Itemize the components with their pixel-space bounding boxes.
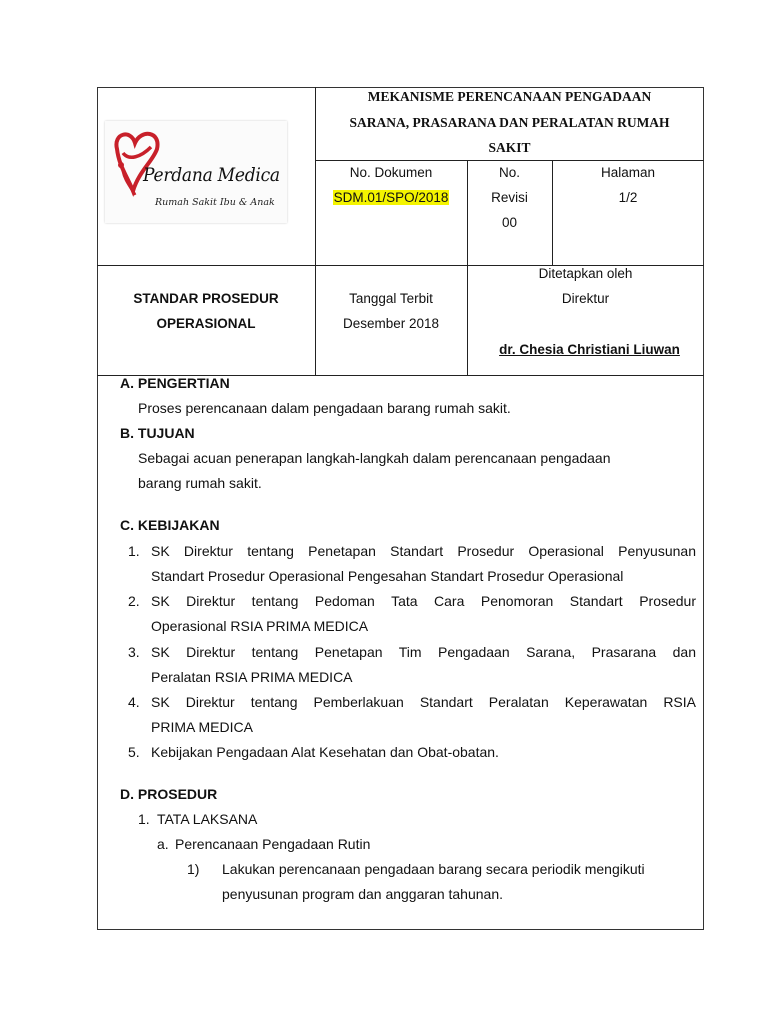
tanggal-terbit-label: Tanggal Terbit bbox=[349, 291, 433, 306]
no-revisi-label: Revisi bbox=[491, 190, 528, 205]
list-item: Operasional RSIA PRIMA MEDICA bbox=[151, 618, 369, 634]
tanggal-terbit-cell bbox=[315, 286, 467, 336]
list-item: SK Direktur tentang Penetapan Tim Pengadaan Sarana, Prasarana dan bbox=[151, 644, 696, 660]
section-b-text: barang rumah sakit. bbox=[138, 475, 262, 491]
logo-subtitle: Rumah Sakit Ibu & Anak bbox=[155, 197, 275, 208]
halaman-cell bbox=[552, 160, 704, 210]
list-number: 2. bbox=[128, 593, 140, 609]
section-b-text: Sebagai acuan penerapan langkah-langkah dalam perencanaan pengadaan bbox=[138, 450, 611, 466]
list-item: SK Direktur tentang Pemberlakuan Standart Peralatan Keperawatan RSIA bbox=[151, 694, 696, 710]
title-line: SARANA, PRASARANA DAN PERALATAN RUMAH bbox=[349, 114, 670, 130]
no-dokumen-cell bbox=[315, 160, 467, 210]
spo-line: STANDAR PROSEDUR bbox=[133, 291, 279, 306]
step-text: Lakukan perencanaan pengadaan barang secara periodik mengikuti bbox=[222, 861, 645, 877]
spo-line: OPERASIONAL bbox=[156, 316, 256, 331]
no-dokumen-value: SDM.01/SPO/2018 bbox=[333, 190, 449, 205]
list-item: SK Direktur tentang Penetapan Standart Prosedur Operasional Penyusunan bbox=[151, 543, 696, 559]
list-item: Standart Prosedur Operasional Pengesahan Standart Prosedur Operasional bbox=[151, 568, 624, 584]
halaman-label: Halaman bbox=[600, 165, 656, 180]
ditetapkan-role: Direktur bbox=[561, 291, 610, 306]
no-dokumen-label: No. Dokumen bbox=[349, 165, 433, 180]
list-number: 4. bbox=[128, 694, 140, 710]
list-item: SK Direktur tentang Pedoman Tata Cara Penomoran Standart Prosedur bbox=[151, 593, 696, 609]
no-revisi-value: 00 bbox=[501, 215, 518, 230]
section-b-title: B. TUJUAN bbox=[120, 425, 195, 441]
tanggal-terbit-value: Desember 2018 bbox=[342, 316, 440, 331]
subsection-title: Perencanaan Pengadaan Rutin bbox=[175, 836, 371, 852]
document-title bbox=[315, 84, 704, 161]
list-number: 5. bbox=[128, 744, 140, 760]
ditetapkan-label: Ditetapkan oleh bbox=[538, 266, 633, 281]
halaman-value: 1/2 bbox=[618, 190, 638, 205]
title-line: MEKANISME PERENCANAAN PENGADAAN bbox=[367, 89, 652, 104]
no-revisi-cell bbox=[467, 160, 552, 235]
subsection-title: TATA LAKSANA bbox=[157, 811, 258, 827]
spo-label bbox=[97, 286, 315, 336]
logo-name: Perdana Medica bbox=[143, 164, 280, 186]
director-name: dr. Chesia Christiani Liuwan bbox=[499, 342, 680, 357]
list-item: Kebijakan Pengadaan Alat Kesehatan dan Obat-obatan. bbox=[151, 744, 499, 760]
title-line: SAKIT bbox=[488, 140, 531, 155]
subsection-number: a. bbox=[157, 836, 169, 852]
hospital-logo bbox=[105, 121, 287, 223]
ditetapkan-cell bbox=[467, 261, 704, 362]
no-revisi-label: No. bbox=[498, 165, 520, 180]
subsection-number: 1. bbox=[138, 811, 150, 827]
step-text: penyusunan program dan anggaran tahunan. bbox=[222, 886, 503, 902]
section-d-title: D. PROSEDUR bbox=[120, 786, 218, 802]
section-c-title: C. KEBIJAKAN bbox=[120, 517, 220, 533]
list-item: PRIMA MEDICA bbox=[151, 719, 253, 735]
list-number: 1. bbox=[128, 543, 140, 559]
step-number: 1) bbox=[187, 861, 200, 877]
section-a-title: A. PENGERTIAN bbox=[120, 375, 230, 391]
list-item: Peralatan RSIA PRIMA MEDICA bbox=[151, 669, 353, 685]
list-number: 3. bbox=[128, 644, 140, 660]
section-a-text: Proses perencanaan dalam pengadaan barang rumah sakit. bbox=[138, 400, 511, 416]
